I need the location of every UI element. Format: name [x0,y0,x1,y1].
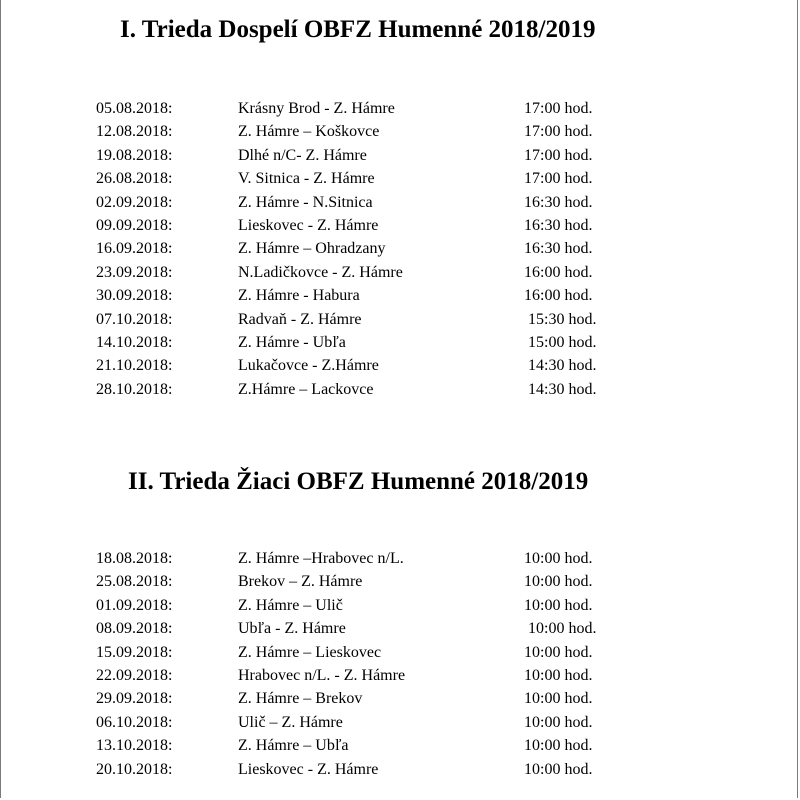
fixture-date: 22.09.2018: [96,666,173,684]
fixture-match: Dlhé n/C- Z. Hámre [238,146,367,164]
fixture-match: Ubľa - Z. Hámre [238,620,346,638]
fixture-row [0,711,800,734]
fixture-time: 10:00 hod. [524,596,593,614]
fixture-time: 17:00 hod. [524,170,593,188]
fixture-time: 17:00 hod. [524,123,593,141]
fixture-match: V. Sitnica - Z. Hámre [238,170,375,188]
fixture-time: 10:00 hod. [524,690,593,708]
fixture-time: 16:30 hod. [524,216,593,234]
fixture-match: Krásny Brod - Z. Hámre [238,100,395,117]
fixture-match: Z. Hámre – Ubľa [238,737,349,755]
fixture-date: 02.09.2018: [96,193,173,211]
fixture-time: 10:00 hod. [524,666,593,684]
fixture-date: 26.08.2018: [96,170,173,188]
fixture-row [0,664,800,687]
fixture-time: 16:00 hod. [524,263,593,281]
fixture-date: 18.08.2018: [96,550,173,567]
fixture-time: 10:00 hod. [524,713,593,731]
fixture-date: 19.08.2018: [96,146,173,164]
fixture-match: Hrabovec n/L. - Z. Hámre [238,666,406,684]
fixture-row [0,378,800,401]
fixture-match: Z.Hámre – Lackovce [238,380,374,398]
fixture-match: Brekov – Z. Hámre [238,573,363,591]
fixture-date: 25.08.2018: [96,573,173,591]
fixture-date: 07.10.2018: [96,310,173,328]
fixture-match: Lieskovec - Z. Hámre [238,760,379,778]
fixture-row [0,144,800,167]
fixture-row [0,594,800,617]
fixture-date: 05.08.2018: [96,100,173,117]
fixture-time: 10:00 hod. [524,573,593,591]
fixture-date: 15.09.2018: [96,643,173,661]
fixture-time: 10:00 hod. [524,643,593,661]
fixture-row [0,237,800,260]
fixture-time: 17:00 hod. [524,100,593,117]
section-title: I. Trieda Dospelí OBFZ Humenné 2018/2019 [120,16,596,43]
fixture-match: Z. Hámre – Koškovce [238,123,380,141]
fixture-row [0,261,800,284]
fixture-row [0,687,800,710]
fixture-time: 15:00 hod. [528,333,597,351]
section-title: II. Trieda Žiaci OBFZ Humenné 2018/2019 [128,468,589,495]
fixture-date: 30.09.2018: [96,287,173,305]
fixture-row [0,617,800,640]
fixture-row [0,641,800,664]
fixture-date: 06.10.2018: [96,713,173,731]
fixture-match: Z. Hámre – Ulič [238,596,343,614]
fixture-match: Radvaň - Z. Hámre [238,310,362,328]
fixture-match: Z. Hámre – Brekov [238,690,363,708]
fixture-row [0,758,800,781]
fixture-row [0,354,800,377]
fixture-row [0,547,800,570]
fixture-date: 21.10.2018: [96,357,173,375]
fixture-date: 16.09.2018: [96,240,173,258]
fixture-time: 14:30 hod. [528,357,597,375]
fixture-row [0,308,800,331]
fixture-match: Z. Hámre - Ubľa [238,333,346,351]
fixture-match: Lieskovec - Z. Hámre [238,216,379,234]
fixture-time: 10:00 hod. [524,760,593,778]
fixture-date: 01.09.2018: [96,596,173,614]
fixture-time: 10:00 hod. [524,550,593,567]
fixture-time: 16:30 hod. [524,240,593,258]
fixture-date: 08.09.2018: [96,620,173,638]
fixture-match: Z. Hámre - N.Sitnica [238,193,373,211]
fixture-time: 15:30 hod. [528,310,597,328]
fixture-match: Z. Hámre – Lieskovec [238,643,382,661]
fixture-row [0,97,800,120]
fixture-date: 23.09.2018: [96,263,173,281]
fixture-row [0,120,800,143]
fixture-match: Z. Hámre – Ohradzany [238,240,386,258]
fixture-date: 20.10.2018: [96,760,173,778]
fixture-row [0,284,800,307]
fixture-row [0,191,800,214]
fixture-match: N.Ladičkovce - Z. Hámre [238,263,403,281]
fixture-match: Lukačovce - Z.Hámre [238,357,379,375]
fixture-row [0,570,800,593]
fixture-date: 14.10.2018: [96,333,173,351]
fixture-list [0,97,800,401]
fixture-time: 17:00 hod. [524,146,593,164]
fixture-match: Ulič – Z. Hámre [238,713,343,731]
fixture-time: 16:30 hod. [524,193,593,211]
fixture-time: 10:00 hod. [528,620,597,638]
fixture-list [0,547,800,781]
fixture-row [0,167,800,190]
fixture-date: 29.09.2018: [96,690,173,708]
fixture-row [0,734,800,757]
fixture-date: 12.08.2018: [96,123,173,141]
schedule-section-adults [0,14,800,401]
fixture-time: 14:30 hod. [528,380,597,398]
fixture-date: 28.10.2018: [96,380,173,398]
fixture-time: 10:00 hod. [524,737,593,755]
fixture-date: 13.10.2018: [96,737,173,755]
fixture-row [0,214,800,237]
fixture-date: 09.09.2018: [96,216,173,234]
fixture-row [0,331,800,354]
fixture-match: Z. Hámre - Habura [238,287,360,305]
fixture-match: Z. Hámre –Hrabovec n/L. [238,550,404,567]
fixture-time: 16:00 hod. [524,287,593,305]
schedule-section-youth [0,466,800,781]
